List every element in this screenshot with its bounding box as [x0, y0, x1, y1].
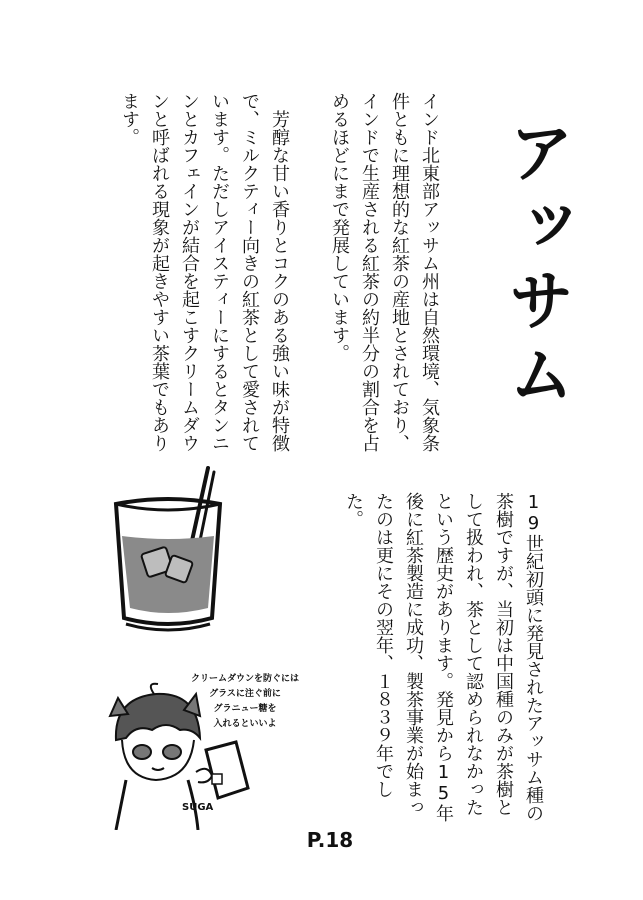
paragraph-text: インド北東部アッサム州は自然環境、気象条件ともに理想的な紅茶の産地とされており、インドで生産される紅茶の約半分の割合を占めるほどにまで発展しています。 [329, 92, 440, 452]
eye [163, 745, 181, 759]
bubble-line: グラスに注ぐ前に [209, 689, 281, 699]
face [122, 740, 194, 780]
article-title: アッサム [497, 118, 574, 414]
paragraph-history [343, 492, 548, 832]
bubble-line: 入れるといいよ [213, 719, 277, 729]
page-number: P.18 [306, 828, 354, 852]
iced-tea-glass-illustration [108, 458, 228, 648]
sugar-label: SUGA [182, 802, 214, 813]
sugar-bag [206, 742, 248, 798]
eye [133, 745, 151, 759]
paragraph-intro [294, 92, 444, 462]
ahoge [151, 684, 158, 694]
paragraph-text: 19世紀初頭に発見されたアッサム種の茶樹ですが、当初は中国種のみが茶樹として扱われ、茶として認められなかったという歴史があります。発見から15年後に紅茶製造に成功、製茶事業が始まったのは更にその翌年、１８３９年でした。 [343, 492, 544, 822]
paragraph-text: 芳醇な甘い香りとコクのある強い味が特徴で、ミルクティー向きの紅茶として愛されています。ただしアイスティーにするとタンニンとカフェインが結合を起こすクリームダウンと呼ばれる現象が起きやすい茶葉でもあります。 [119, 92, 290, 452]
bubble-line: グラニュー糖を [213, 704, 277, 714]
glass-rim [116, 504, 220, 510]
bubble-line: クリームダウンを防ぐには [190, 674, 299, 684]
speech-bubble [170, 672, 320, 732]
paragraph-flavor [114, 92, 294, 462]
hand [196, 769, 212, 783]
sugar-cube [212, 774, 222, 784]
